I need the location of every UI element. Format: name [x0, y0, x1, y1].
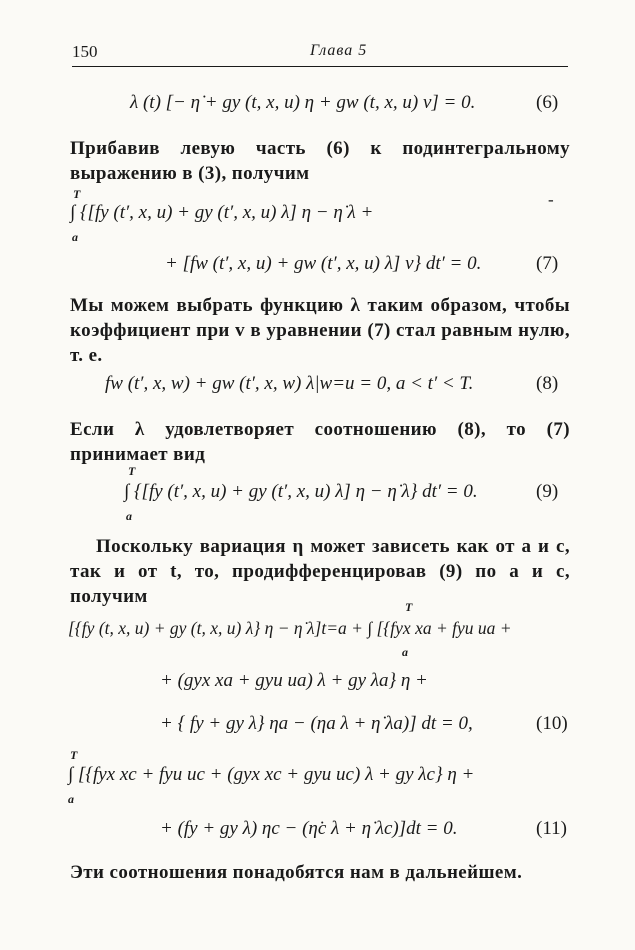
integral-lower-limit: a [126, 509, 132, 523]
equation-number-7: (7) [536, 253, 559, 274]
equation-8: fw (t′, x, w) + gw (t′, x, w) λ|w=u = 0, a < t′ < T. [105, 373, 474, 394]
paragraph-2: Мы можем выбрать функцию λ таким образом, чтобы коэффициент при v в уравнении (7) стал равным нулю, т. е. [70, 295, 570, 366]
equation-11-line-2: + (fy + gy λ) ηc − (η̇c λ + η̇ λc)]dt = 0. [160, 818, 458, 839]
equation-number-8: (8) [536, 373, 559, 394]
equation-10-line-3: + { fy + gy λ} ηa − (ηa λ + η̇ λa)] dt = 0, [160, 713, 473, 734]
paragraph-3: Если λ удовлетворяет соотношению (8), то (7) принимает вид [70, 419, 570, 465]
page-header [72, 42, 568, 62]
header-rule [72, 66, 568, 67]
integral-upper-limit: T [128, 464, 136, 478]
equation-number-6: (6) [536, 92, 559, 113]
equation-7-line-2: + [fw (t′, x, u) + gw (t′, x, u) λ] v} dt′ = 0. [165, 253, 482, 274]
equation-number-10: (10) [536, 713, 568, 734]
integral-lower-limit: a [72, 230, 78, 244]
equation-10-line-1: [{fy (t, x, u) + gy (t, x, u) λ} η − η̇ λ]t=a + ∫ [{fyx xa + fyu ua + [68, 618, 512, 638]
integral-upper-limit: T [73, 187, 81, 201]
equation-11-line-1: ∫ [{fyx xc + fyu uc + (gyx xc + gyu uc) λ + gy λc} η + [68, 764, 475, 785]
chapter-title: Глава 5 [310, 42, 368, 59]
paragraph-5: Эти соотношения понадобятся нам в дальнейшем. [70, 862, 523, 883]
paragraph-1: Прибавив левую часть (6) к подинтегральному выражению в (3), получим [70, 138, 570, 184]
integral-lower-limit: a [68, 792, 74, 806]
equation-number-9: (9) [536, 481, 559, 502]
equation-9: ∫ {[fy (t′, x, u) + gy (t′, x, u) λ] η − η̇ λ} dt′ = 0. [124, 481, 478, 502]
page-number: 150 [72, 42, 98, 61]
integral-upper-limit: T [405, 600, 413, 614]
equation-7-line-1: ∫ {[fy (t′, x, u) + gy (t′, x, u) λ] η − η̇ λ + [70, 202, 374, 223]
integral-lower-limit: a [402, 645, 408, 659]
stray-mark: - [548, 190, 554, 209]
equation-6: λ (t) [− η̇ + gy (t, x, u) η + gw (t, x, u) v] = 0. [130, 92, 476, 113]
equation-10-line-2: + (gyx xa + gyu ua) λ + gy λa} η + [160, 670, 428, 691]
equation-number-11: (11) [536, 818, 567, 839]
paragraph-4: Поскольку вариация η может зависеть как от a и c, так и от t, то, продифференцировав (9) по a и c, получим [70, 536, 570, 607]
integral-upper-limit: T [70, 748, 78, 762]
